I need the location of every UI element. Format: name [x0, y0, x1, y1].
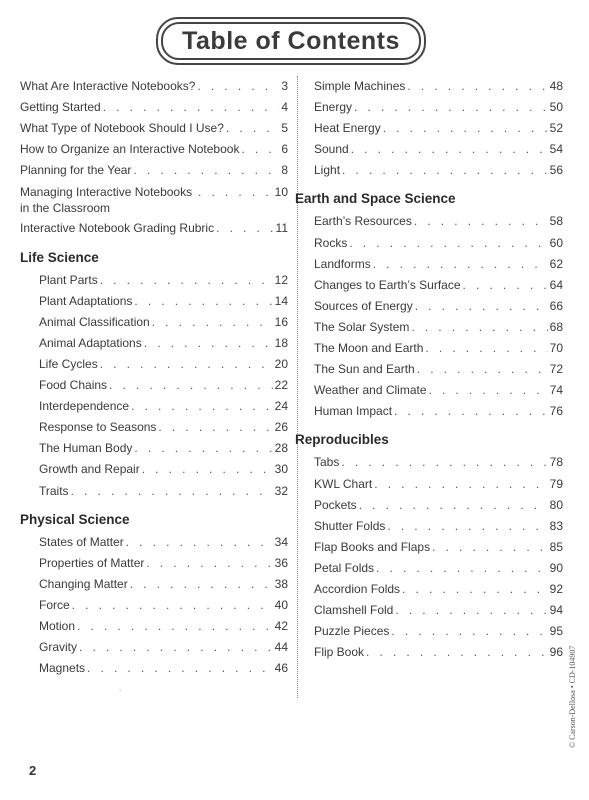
- toc-entry: [20, 532, 288, 553]
- toc-entry: [295, 338, 563, 359]
- toc-entry: [20, 396, 288, 417]
- toc-entry-text: Interdependence: [39, 399, 130, 414]
- toc-entry-page: 80: [549, 497, 563, 512]
- toc-entry: [295, 118, 563, 139]
- leader-dots: [241, 139, 279, 160]
- toc-entry: [295, 380, 563, 401]
- leader-dots: [407, 76, 547, 97]
- leader-dots: [100, 354, 273, 375]
- toc-entry: [20, 76, 288, 97]
- toc-entry-text: Plant Adaptations: [39, 293, 133, 308]
- toc-entry-text: Human Impact: [314, 404, 393, 419]
- toc-entry-page: 14: [274, 293, 288, 308]
- section-heading: Reproducibles: [295, 432, 389, 448]
- toc-entry: [20, 574, 288, 595]
- toc-entry-text: Weather and Climate: [314, 383, 427, 398]
- toc-entry: [295, 317, 563, 338]
- toc-entry-page: 52: [549, 121, 563, 136]
- toc-entry-page: 66: [549, 298, 563, 313]
- leader-dots: [103, 97, 280, 118]
- toc-entry-text: What Are Interactive Notebooks?: [20, 79, 196, 93]
- leader-dots: [374, 474, 547, 495]
- toc-entry: [295, 254, 563, 275]
- toc-entry-page: 44: [274, 640, 288, 655]
- toc-entry-text: Heat Energy: [314, 121, 381, 136]
- toc-entry-text: Pockets: [314, 497, 357, 512]
- toc-entry-page: 90: [549, 560, 563, 575]
- leader-dots: [417, 359, 548, 380]
- section-heading: Earth and Space Science: [295, 191, 456, 207]
- toc-entry-text: States of Matter: [39, 534, 124, 549]
- toc-entry-page: 64: [549, 277, 563, 292]
- toc-entry-page: 18: [274, 335, 288, 350]
- toc-entry-page: 48: [549, 79, 563, 93]
- leader-dots: [134, 291, 272, 312]
- toc-entry-text: Clamshell Fold: [314, 603, 394, 618]
- toc-entry-page: 50: [549, 100, 563, 115]
- toc-entry-page: 72: [549, 362, 563, 377]
- toc-entry: [20, 312, 288, 333]
- toc-entry-text: The Human Body: [39, 441, 133, 456]
- toc-entry-page: 12: [274, 272, 288, 287]
- toc-entry: [20, 181, 288, 218]
- toc-entry-page: 68: [549, 319, 563, 334]
- toc-entry-page: 70: [549, 341, 563, 356]
- toc-entry-text: Flip Book: [314, 645, 365, 660]
- toc-entry: [20, 459, 288, 480]
- toc-entry-page: 96: [549, 645, 563, 660]
- leader-dots: [383, 118, 548, 139]
- leader-dots: [226, 118, 279, 139]
- toc-entry-text: What Type of Notebook Should I Use?: [20, 121, 224, 136]
- toc-entry-text: Landforms: [314, 256, 371, 271]
- toc-entry-page: 60: [549, 235, 563, 250]
- toc-entry-text: Motion: [39, 618, 76, 633]
- toc-entry-text: Interactive Notebook Grading Rubric: [20, 221, 215, 236]
- leader-dots: [87, 658, 273, 679]
- leader-dots: [402, 579, 548, 600]
- toc-entry-page: 24: [274, 399, 288, 414]
- leader-dots: [342, 160, 548, 181]
- leader-dots: [415, 296, 548, 317]
- toc-entry-page: 3: [281, 79, 288, 93]
- leader-dots: [463, 275, 548, 296]
- toc-entry: [295, 474, 563, 495]
- toc-entry-text: Simple Machines: [314, 79, 406, 93]
- leader-dots: [109, 375, 273, 396]
- toc-entry: [20, 218, 288, 239]
- toc-entry: [20, 118, 288, 139]
- toc-entry-page: 16: [274, 314, 288, 329]
- toc-entry-text: Planning for the Year: [20, 163, 132, 178]
- toc-entry: [295, 275, 563, 296]
- toc-entry-page: 32: [274, 483, 288, 498]
- leader-dots: [126, 532, 273, 553]
- toc-entry: [20, 417, 288, 438]
- toc-entry: [20, 616, 288, 637]
- toc-entry-text: Energy: [314, 100, 353, 115]
- leader-dots: [72, 595, 273, 616]
- toc-entry: [20, 333, 288, 354]
- toc-entry: [295, 579, 563, 600]
- toc-entry-text: Response to Seasons: [39, 420, 157, 435]
- leader-dots: [130, 574, 273, 595]
- toc-entry: [295, 76, 563, 97]
- toc-entry-text: Growth and Repair: [39, 462, 140, 477]
- toc-entry-text: Tabs: [314, 455, 340, 470]
- toc-entry-text: Life Cycles: [39, 356, 98, 371]
- toc-entry: [20, 438, 288, 459]
- toc-entry-text: Puzzle Pieces: [314, 624, 390, 639]
- toc-entry-page: 22: [274, 378, 288, 393]
- toc-entry-text: Shutter Folds: [314, 518, 386, 533]
- leader-dots: [425, 338, 547, 359]
- toc-entry-page: 11: [275, 221, 288, 236]
- right-column: [295, 76, 563, 663]
- toc-entry: [295, 621, 563, 642]
- toc-entry-page: 36: [274, 555, 288, 570]
- toc-entry-page: 26: [274, 420, 288, 435]
- toc-entry: [20, 291, 288, 312]
- leader-dots: [100, 270, 273, 291]
- leader-dots: [376, 558, 548, 579]
- leader-dots: [354, 97, 548, 118]
- toc-entry-page: 54: [549, 142, 563, 157]
- leader-dots: [142, 459, 273, 480]
- page-number: 2: [29, 763, 37, 778]
- leader-dots: [158, 417, 272, 438]
- toc-entry: [20, 354, 288, 375]
- toc-entry-page: 92: [549, 581, 563, 596]
- leader-dots: [359, 495, 548, 516]
- toc-entry: [295, 233, 563, 254]
- toc-entry-text: Accordion Folds: [314, 581, 401, 596]
- toc-entry-text: KWL Chart: [314, 476, 373, 491]
- section-heading: Life Science: [20, 249, 99, 265]
- leader-dots: [197, 76, 279, 97]
- toc-entry-text: Getting Started: [20, 100, 101, 115]
- toc-entry-page: 46: [274, 661, 288, 676]
- toc-entry-page: 78: [549, 455, 563, 470]
- toc-entry-page: 28: [274, 441, 288, 456]
- toc-entry: [20, 595, 288, 616]
- toc-entry: [20, 97, 288, 118]
- leader-dots: [429, 380, 548, 401]
- toc-entry: [20, 375, 288, 396]
- leader-dots: [152, 312, 273, 333]
- toc-entry: [20, 270, 288, 291]
- toc-entry-text: Light: [314, 163, 341, 178]
- toc-entry-text: Properties of Matter: [39, 555, 145, 570]
- leader-dots: [77, 616, 273, 637]
- toc-entry: [20, 553, 288, 574]
- toc-entry: [295, 600, 563, 621]
- leader-dots: [432, 537, 548, 558]
- leader-dots: [387, 516, 547, 537]
- toc-entry-text: Gravity: [39, 640, 78, 655]
- toc-entry: [295, 495, 563, 516]
- leader-dots: [134, 438, 272, 459]
- toc-entry: [20, 637, 288, 658]
- leader-dots: [133, 160, 279, 181]
- toc-entry-page: 62: [549, 256, 563, 271]
- leader-dots: [414, 211, 548, 232]
- toc-entry-page: 79: [549, 476, 563, 491]
- leader-dots: [71, 481, 273, 502]
- toc-entry: [295, 642, 563, 663]
- toc-entry-page: 34: [274, 534, 288, 549]
- toc-entry-page: 42: [274, 618, 288, 633]
- toc-entry-text: Managing Interactive Notebooks in the Classroom: [20, 185, 193, 216]
- leader-dots: [146, 553, 272, 574]
- toc-entry-text: The Moon and Earth: [314, 341, 424, 356]
- toc-entry-page: 8: [281, 163, 288, 178]
- toc-entry-page: 76: [549, 404, 563, 419]
- leader-dots: [391, 621, 547, 642]
- toc-entry-text: The Sun and Earth: [314, 362, 415, 377]
- toc-entry: [20, 139, 288, 160]
- leader-dots: [395, 600, 547, 621]
- toc-entry-text: Animal Classification: [39, 314, 150, 329]
- toc-entry: [295, 537, 563, 558]
- toc-entry-text: Petal Folds: [314, 560, 375, 575]
- leader-dots: [144, 333, 273, 354]
- toc-entry: [295, 359, 563, 380]
- toc-entry-text: Changes to Earth’s Surface: [314, 277, 461, 292]
- toc-entry-text: Force: [39, 597, 70, 612]
- left-column: [20, 76, 288, 679]
- toc-entry: [295, 139, 563, 160]
- leader-dots: [131, 396, 273, 417]
- toc-entry-page: 83: [549, 518, 563, 533]
- title-banner: [156, 17, 426, 65]
- leader-dots: [351, 139, 548, 160]
- toc-entry-page: 74: [549, 383, 563, 398]
- toc-entry-page: 85: [549, 539, 563, 554]
- toc-entry-page: 5: [281, 121, 288, 136]
- toc-entry: [20, 481, 288, 502]
- toc-entry: [295, 160, 563, 181]
- leader-dots: [394, 401, 548, 422]
- toc-entry-text: Earth’s Resources: [314, 214, 412, 229]
- toc-entry-page: 30: [274, 462, 288, 477]
- leader-dots: [411, 317, 547, 338]
- toc-entry-text: Animal Adaptations: [39, 335, 142, 350]
- leader-dots: [79, 637, 273, 658]
- toc-entry: [295, 296, 563, 317]
- toc-entry: [20, 160, 288, 181]
- toc-entry-page: 40: [274, 597, 288, 612]
- toc-entry-page: 10: [274, 185, 288, 200]
- leader-dots: [366, 642, 548, 663]
- toc-entry-page: 6: [281, 142, 288, 157]
- leader-dots: [373, 254, 548, 275]
- toc-entry: [295, 452, 563, 473]
- toc-entry-text: Food Chains: [39, 378, 108, 393]
- stray-mark: .: [119, 684, 122, 693]
- toc-entry-page: 20: [274, 356, 288, 371]
- toc-entry-text: Sound: [314, 142, 349, 157]
- toc-entry-text: Rocks: [314, 235, 348, 250]
- toc-entry-page: 4: [281, 100, 288, 115]
- toc-entry-page: 94: [549, 603, 563, 618]
- toc-entry-page: 38: [274, 576, 288, 591]
- toc-entry-text: The Solar System: [314, 319, 410, 334]
- toc-entry: [295, 211, 563, 232]
- toc-entry-page: 58: [549, 214, 563, 229]
- toc-entry-text: How to Organize an Interactive Notebook: [20, 142, 240, 157]
- toc-entry-text: Changing Matter: [39, 576, 128, 591]
- toc-entry: [295, 97, 563, 118]
- toc-entry: [295, 558, 563, 579]
- toc-entry-text: Plant Parts: [39, 272, 98, 287]
- toc-entry-page: 56: [549, 163, 563, 178]
- leader-dots: [198, 184, 273, 200]
- toc-entry-text: Magnets: [39, 661, 86, 676]
- copyright-credit: © Carson-Dellosa • CD-104907: [568, 645, 577, 748]
- section-heading: Physical Science: [20, 511, 130, 527]
- toc-entry: [295, 401, 563, 422]
- toc-entry-text: Traits: [39, 483, 69, 498]
- toc-entry-text: Sources of Energy: [314, 298, 413, 313]
- toc-entry-page: 95: [549, 624, 563, 639]
- leader-dots: [349, 233, 547, 254]
- toc-entry: [20, 658, 288, 679]
- leader-dots: [341, 452, 547, 473]
- leader-dots: [216, 218, 273, 239]
- toc-entry: [295, 516, 563, 537]
- toc-entry-text: Flap Books and Flaps: [314, 539, 431, 554]
- page-title: Table of Contents: [182, 26, 400, 55]
